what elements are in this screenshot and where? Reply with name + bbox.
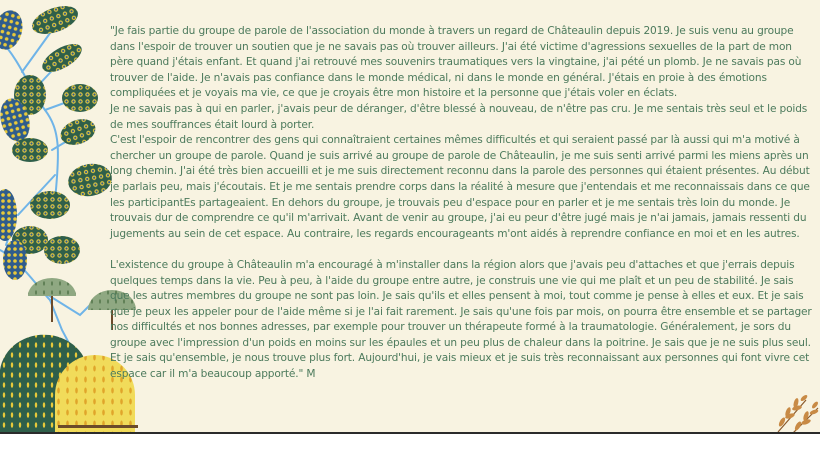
paragraph-3: C'est l'espoir de rencontrer des gens qui connaîtraient certaines mêmes difficultés et qui seraient passé par là aussi qui m'a motivé à chercher un groupe de parole. Quand je suis arrivé au groupe de parole de Châteaulin, je me suis senti arrivé parmi les miens après un long chemin. J'ai été très bien accueilli et je me suis directement reconnu dans la parole des personnes qui étaient présentes. Au début je parlais peu, mais j'écoutais. Et je me sentais prendre corps dans la réalité à mesure que j'entendais et me reconnaissais dans ce que les participantEs partageaient. En dehors du groupe, je trouvais peu d'espace pour en parler et je me sentais très loin du monde. Je trouvais dur de comprendre ce qu'il m'arrivait. Avant de venir au groupe, j'ai eu peur d'être jugé mais je n'ai jamais, jamais ressenti du jugements au sein de cet espace. Au contraire, les regards encourageants m'ont aidés à reprendre confiance en moi et en les autres. <box>110 134 810 240</box>
testimony-text <box>110 24 816 383</box>
paragraph-2: Je ne savais pas à qui en parler, j'avais peur de déranger, d'être blessé à nouveau, de n'être pas cru. Je me sentais très seul et le poids de mes souffrances était lourd à porter. <box>110 102 808 131</box>
paragraph-4: L'existence du groupe à Châteaulin m'a encouragé à m'installer dans la région alors que j'avais peu d'attaches et que j'errais depuis quelques temps dans la vie. Peu à peu, à l'aide du groupe entre autre, je construis une vie qui me plaît et un peu de stabilité. Je sais que les autres membres du groupe ne sont pas loin. Je sais qu'ils et elles pensent à moi, tout comme je pense à elles et eux. Et je sais que je peux les appeler pour de l'aide même si je l'ai fait rarement. Je sais qu'une fois par mois, on pourra être ensemble et se partager nos difficultés et nos bonnes adresses, par exemple pour trouver un thérapeute formé à la traumatologie. Généralement, je sors du groupe avec l'impression d'un poids en moins sur les épaules et un peu plus de chaleur dans la poitrine. Je sais que je ne suis plus seul. Et je sais qu'ensemble, je nous trouve plus fort. Aujourd'hui, je vais mieux et je suis très reconnaissant aux personnes qui font vivre cet espace car il m'a beaucoup apporté." M <box>110 258 812 381</box>
bottom-border <box>0 432 820 434</box>
paragraph-1: "Je fais partie du groupe de parole de l'association du monde à travers un regard de Châteaulin depuis 2019. Je suis venu au groupe dans l'espoir de trouver un soutien que je ne savais pas où trouver ailleurs. J'ai été victime d'agressions sexuelles de la part de mon père quand j'étais enfant. Et quand j'ai retrouvé mes souvenirs traumatiques vers la vingtaine, j'ai pété un plomb. Je ne savais pas où trouver de l'aide. Je n'avais pas confiance dans le monde médical, ni dans le monde en général. J'étais en proie à des émotions compliquées et je voyais ma vie, ce que je croyais être mon histoire et la personne que j'étais voler en éclats. <box>110 25 802 100</box>
paragraph-spacer <box>110 242 816 258</box>
fern-icon <box>768 390 820 433</box>
